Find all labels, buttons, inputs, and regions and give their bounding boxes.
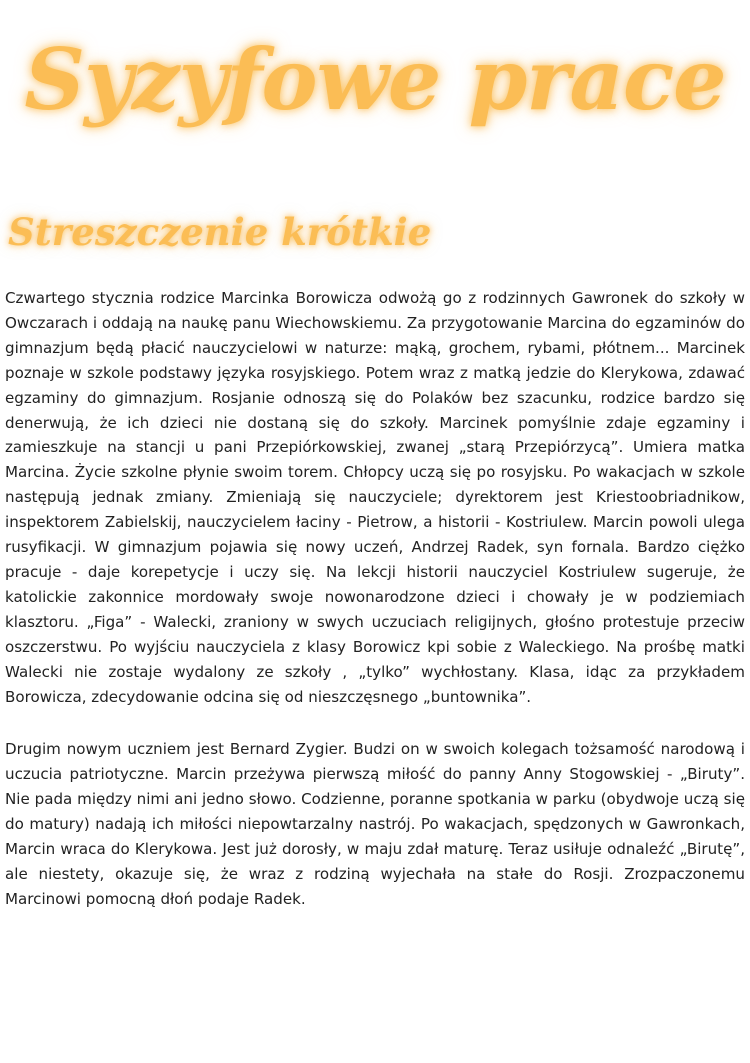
paragraph-1: Czwartego stycznia rodzice Marcinka Borowicza odwożą go z rodzinnych Gawronek do szkoły w Owczarach i oddają na naukę panu Wiechowskiemu. Za przygotowanie Marcina do egzaminów do gimnazjum będą płacić nauczycielowi w naturze: mąką, grochem, rybami, płótnem... Marcinek poznaje w szkole podstawy języka rosyjskiego. Potem wraz z matką jedzie do Klerykowa, zdawać egzaminy do gimnazjum. Rosjanie odnoszą się do Polaków bez szacunku, rodzice bardzo się denerwują, że ich dzieci nie dostaną się do szkoły. Marcinek pomyślnie zdaje egzaminy i zamieszkuje na stancji u pani Przepiórkowskiej, zwanej „starą Przepiórzycą”. Umiera matka Marcina. Życie szkolne płynie swoim torem. Chłopcy uczą się po rosyjsku. Po wakacjach w szkole następują jednak zmiany. Zmieniają się nauczyciele; dyrektorem jest Kriestoobriadnikow, inspektorem Zabielskij, nauczycielem łaciny - Pietrow, a historii - Kostriulew. Marcin powoli ulega rusyfikacji. W gimnazjum pojawia się nowy uczeń, Andrzej Radek, syn fornala. Bardzo ciężko pracuje - daje korepetycje i uczy się. Na lekcji historii nauczyciel Kostriulew sugeruje, że katolickie zakonnice mordowały swoje nowonarodzone dzieci i chowały je w podziemiach klasztoru. „Figa” - Walecki, zraniony w swych uczuciach religijnych, głośno protestuje przeciw oszczerstwu. Po wyjściu nauczyciela z klasy Borowicz kpi sobie z Waleckiego. Na prośbę matki Walecki nie zostaje wydalony ze szkoły , „tylko” wychłostany. Klasa, idąc za przykładem Borowicza, zdecydowanie odcina się od nieszczęsnego „buntownika”. <box>5 289 745 706</box>
paragraph-2: Drugim nowym uczniem jest Bernard Zygier. Budzi on w swoich kolegach tożsamość narodową i uczucia patriotyczne. Marcin przeżywa pierwszą miłość do panny Anny Stogowskiej - „Biruty”. Nie pada między nimi ani jedno słowo. Codzienne, poranne spotkania w parku (obydwoje uczą się do matury) nadają ich miłości niepowtarzalny nastrój. Po wakacjach, spędzonych w Gawronkach, Marcin wraca do Klerykowa. Jest już dorosły, w maju zdał maturę. Teraz usiłuje odnaleźć „Birutę”, ale niestety, okazuje się, że wraz z rodziną wyjechała na stałe do Rosji. Zrozpaczonemu Marcinowi pomocną dłoń podaje Radek. <box>5 740 745 908</box>
summary-body <box>5 286 745 912</box>
section-heading: Streszczenie krótkie <box>8 210 432 254</box>
document-title: Syzyfowe prace <box>24 30 726 129</box>
